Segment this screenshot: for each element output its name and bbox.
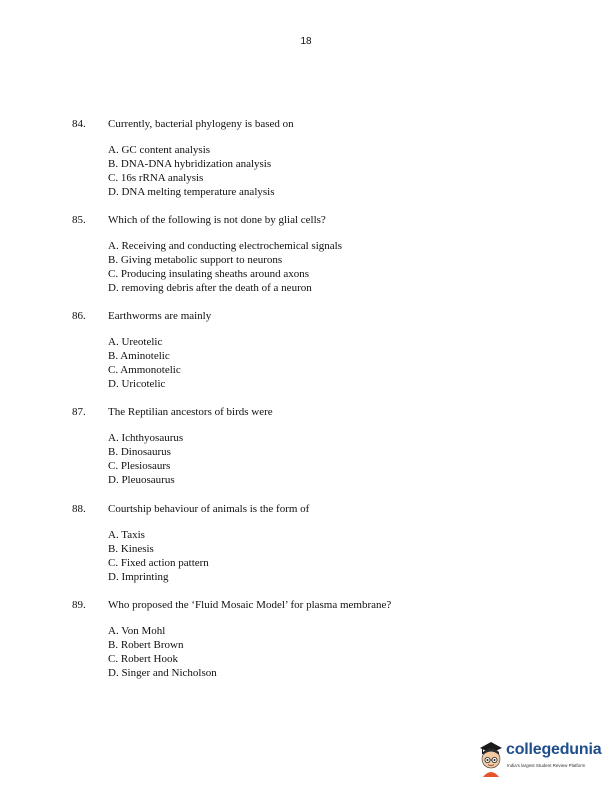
option-a: A. Taxis xyxy=(108,529,145,541)
options-list xyxy=(108,143,275,199)
option-a: A. Ureotelic xyxy=(108,336,163,348)
logo-tagline: India's largest Student Review Platform xyxy=(507,763,586,768)
option-c: C. 16s rRNA analysis xyxy=(108,172,204,184)
question-88 xyxy=(0,502,612,583)
option-c: C. Plesiosaurs xyxy=(108,460,171,472)
options-list xyxy=(108,431,183,487)
option-c: C. Fixed action pattern xyxy=(108,557,209,569)
option-b: B. Robert Brown xyxy=(108,639,184,651)
option-d: D. Uricotelic xyxy=(108,378,166,390)
page-number: 18 xyxy=(300,36,312,47)
option-b: B. Aminotelic xyxy=(108,350,170,362)
option-c: C. Producing insulating sheaths around axons xyxy=(108,268,310,280)
option-a: A. Receiving and conducting electrochemical signals xyxy=(108,240,342,252)
logo-wordmark: collegedunia xyxy=(506,741,602,758)
question-number: 86. xyxy=(72,310,86,322)
option-a: A. Von Mohl xyxy=(108,625,166,637)
question-number: 85. xyxy=(72,214,86,226)
option-a: A. GC content analysis xyxy=(108,144,211,156)
question-text: Earthworms are mainly xyxy=(108,310,212,322)
option-d: D. removing debris after the death of a neuron xyxy=(108,282,312,294)
option-d: D. Pleuosaurus xyxy=(108,474,175,486)
options-list xyxy=(108,239,342,295)
option-d: D. DNA melting temperature analysis xyxy=(108,186,275,198)
question-89 xyxy=(0,598,612,679)
option-b: B. Dinosaurus xyxy=(108,446,171,458)
option-d: D. Singer and Nicholson xyxy=(108,667,217,679)
option-d: D. Imprinting xyxy=(108,571,169,583)
question-text: Currently, bacterial phylogeny is based on xyxy=(108,118,294,130)
question-84 xyxy=(0,117,612,198)
option-b: B. Giving metabolic support to neurons xyxy=(108,254,283,266)
option-a: A. Ichthyosaurus xyxy=(108,432,184,444)
options-list xyxy=(108,528,209,584)
question-number: 84. xyxy=(72,118,86,130)
question-87 xyxy=(0,405,612,486)
option-b: B. DNA-DNA hybridization analysis xyxy=(108,158,272,170)
question-text: Which of the following is not done by glial cells? xyxy=(108,214,326,226)
option-b: B. Kinesis xyxy=(108,543,154,555)
question-85 xyxy=(0,213,612,294)
collegedunia-logo xyxy=(476,739,606,779)
question-number: 88. xyxy=(72,503,86,515)
student-mascot-icon xyxy=(476,739,506,779)
options-list xyxy=(108,624,217,680)
question-number: 89. xyxy=(72,599,86,611)
question-text: Courtship behaviour of animals is the form of xyxy=(108,503,310,515)
option-c: C. Robert Hook xyxy=(108,653,178,665)
question-text: Who proposed the ‘Fluid Mosaic Model’ for plasma membrane? xyxy=(108,599,392,611)
question-number: 87. xyxy=(72,406,86,418)
question-86 xyxy=(0,309,612,390)
option-c: C. Ammonotelic xyxy=(108,364,181,376)
options-list xyxy=(108,335,181,391)
question-text: The Reptilian ancestors of birds were xyxy=(108,406,273,418)
